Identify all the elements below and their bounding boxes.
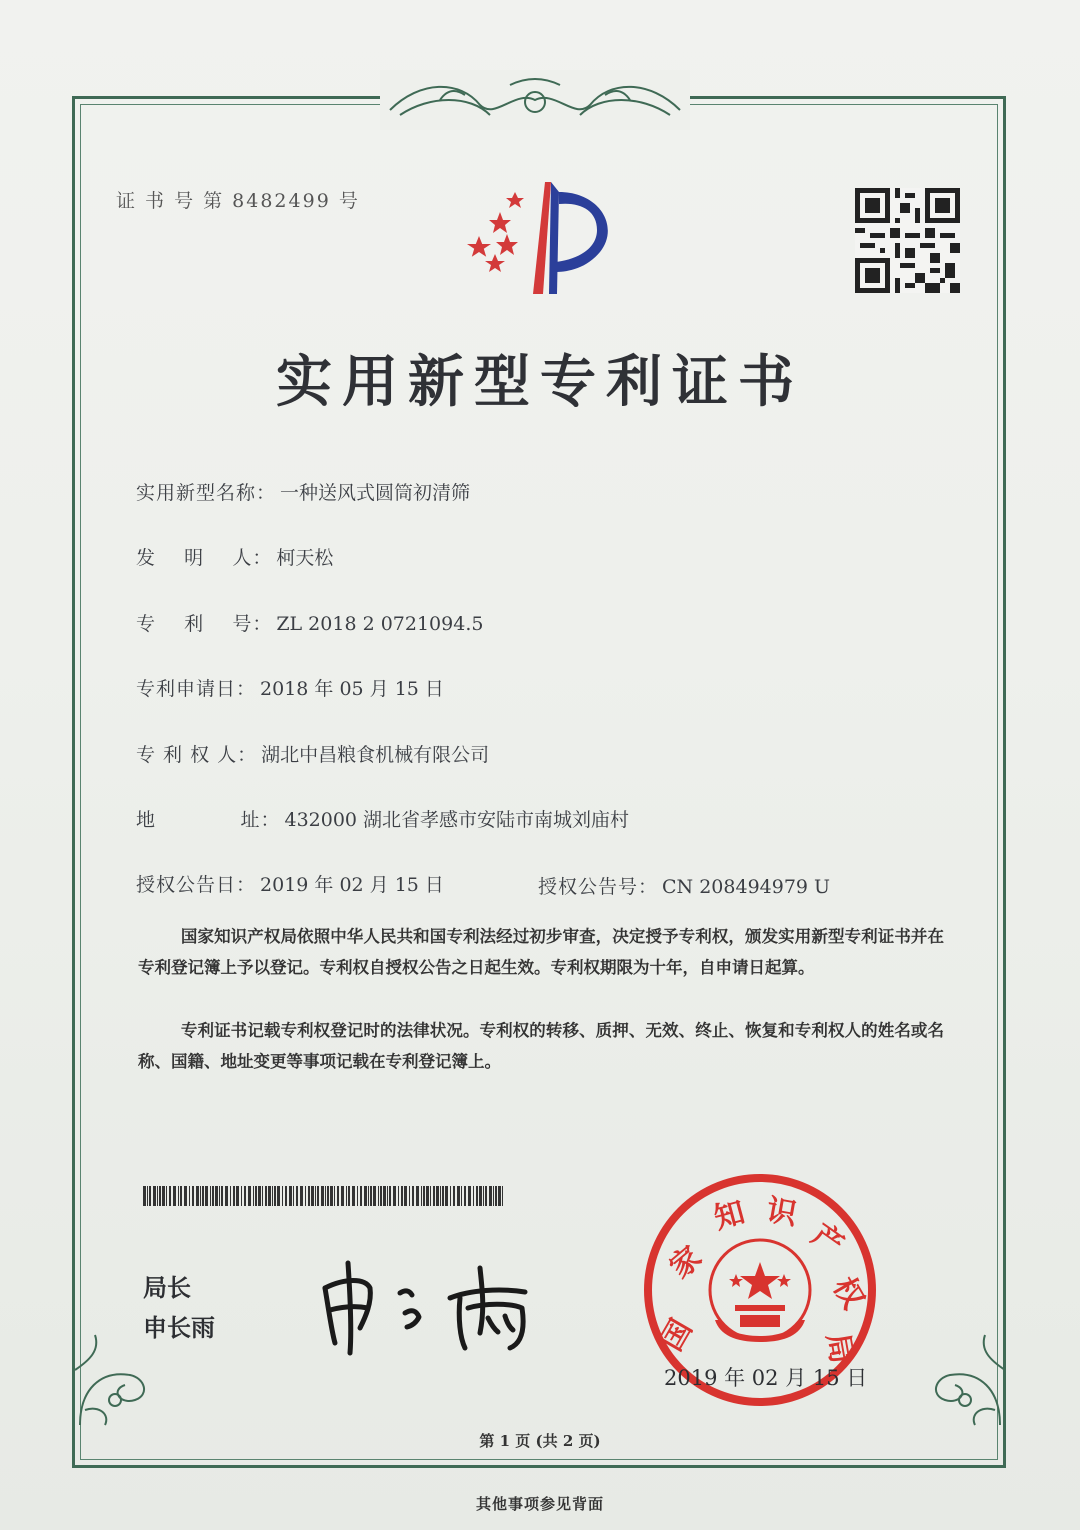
barcode-bar [296, 1186, 298, 1206]
barcode-bar [495, 1186, 497, 1206]
barcode-bar [346, 1186, 347, 1206]
field-label: 专 利 号： [136, 613, 273, 635]
barcode-bar [215, 1186, 218, 1206]
barcode-bar [293, 1186, 294, 1206]
barcode-bar [412, 1186, 414, 1206]
barcode-bar [479, 1186, 482, 1206]
barcode-bar [398, 1186, 399, 1206]
field-value: 432000 湖北省孝感市安陆市南城刘庙村 [284, 809, 630, 831]
barcode-bar [180, 1186, 182, 1206]
barcode-bar [178, 1186, 179, 1206]
barcode-bar [416, 1186, 419, 1206]
svg-text:识: 识 [763, 1192, 800, 1233]
field-label: 授权公告号： [538, 876, 659, 898]
barcode-bar [289, 1186, 292, 1206]
barcode-bar [230, 1186, 231, 1206]
barcode-bar [393, 1186, 396, 1206]
barcode-bar [401, 1186, 403, 1206]
field-label: 地 址： [136, 809, 281, 831]
barcode-bar [485, 1186, 487, 1206]
barcode-bar [153, 1186, 156, 1206]
field-value: 湖北中昌粮食机械有限公司 [261, 744, 490, 766]
barcode-bar [373, 1186, 376, 1206]
barcode-bar [219, 1186, 220, 1206]
page-number: 第 1 页 (共 2 页) [479, 1432, 601, 1450]
field-label: 发 明 人： [136, 547, 273, 569]
barcode-bar [383, 1186, 386, 1206]
field-value: ZL 2018 2 0721094.5 [276, 613, 484, 635]
barcode-bar [200, 1186, 201, 1206]
barcode-bar [233, 1186, 235, 1206]
barcode-bar [442, 1186, 444, 1206]
director-name: 申长雨 [143, 1314, 215, 1342]
barcode-bar [159, 1186, 161, 1206]
barcode-bar [317, 1186, 319, 1206]
barcode-bar [357, 1186, 358, 1206]
svg-text:家: 家 [663, 1239, 709, 1286]
barcode-bar [341, 1186, 344, 1206]
barcode-bar [241, 1186, 242, 1206]
barcode-bar [147, 1186, 148, 1206]
barcode-bar [143, 1186, 146, 1206]
certificate-title: 实用新型专利证书 [276, 349, 804, 415]
barcode-bar [327, 1186, 329, 1206]
barcode-bar [421, 1186, 422, 1206]
barcode-bar [149, 1186, 151, 1206]
barcode-bar [387, 1186, 388, 1206]
barcode-bar [321, 1186, 324, 1206]
barcode-bar [225, 1186, 228, 1206]
barcode-bar [426, 1186, 429, 1206]
svg-text:国: 国 [654, 1313, 700, 1357]
barcode-bar [436, 1186, 439, 1206]
barcode-bar [489, 1186, 492, 1206]
barcode-bar [380, 1186, 382, 1206]
barcode-bar [308, 1186, 310, 1206]
barcode-bar [258, 1186, 261, 1206]
barcode-bar [464, 1186, 466, 1206]
barcode-bar [493, 1186, 494, 1206]
field-value: CN 208494979 U [662, 876, 831, 898]
barcode-bar [184, 1186, 187, 1206]
barcode-bar [450, 1186, 451, 1206]
statement-paragraph-2: 专利证书记载专利权登记时的法律状况。专利权的转移、质押、无效、终止、恢复和专利权人的姓名或名称、国籍、地址变更等事项记载在专利登记簿上。 [138, 1021, 944, 1071]
barcode-bar [282, 1186, 283, 1206]
barcode-bar [262, 1186, 263, 1206]
barcode-bar [248, 1186, 251, 1206]
barcode-icon [143, 1186, 503, 1206]
director-signature-icon [310, 1248, 550, 1358]
barcode-bar [502, 1186, 503, 1206]
barcode-bar [157, 1186, 158, 1206]
patent-number-field [136, 609, 483, 636]
barcode-bar [285, 1186, 287, 1206]
barcode-bar [370, 1186, 372, 1206]
barcode-bar [210, 1186, 211, 1206]
barcode-bar [404, 1186, 407, 1206]
director-title: 局长 [143, 1274, 191, 1302]
application-date-field [136, 674, 444, 701]
barcode-bar [476, 1186, 478, 1206]
barcode-bar [265, 1186, 267, 1206]
grant-publication-number-field [538, 872, 830, 899]
field-value: 2018 年 05 月 15 日 [260, 678, 444, 700]
barcode-bar [473, 1186, 474, 1206]
barcode-bar [337, 1186, 339, 1206]
barcode-bar [378, 1186, 379, 1206]
barcode-bar [364, 1186, 367, 1206]
barcode-bar [162, 1186, 165, 1206]
grant-date-field [136, 870, 444, 897]
barcode-bar [305, 1186, 306, 1206]
barcode-bar [330, 1186, 333, 1206]
barcode-bar [389, 1186, 391, 1206]
svg-text:权: 权 [825, 1271, 871, 1315]
barcode-bar [277, 1186, 280, 1206]
barcode-bar [196, 1186, 199, 1206]
barcode-bar [325, 1186, 326, 1206]
field-label: 专利申请日： [136, 678, 257, 700]
corner-ornament-right-icon [920, 1330, 1010, 1430]
field-label: 专 利 权 人： [136, 744, 258, 766]
barcode-bar [457, 1186, 460, 1206]
svg-text:知: 知 [710, 1195, 749, 1237]
barcode-bar [433, 1186, 435, 1206]
barcode-bar [192, 1186, 194, 1206]
field-value: 柯天松 [276, 547, 334, 569]
footer-note: 其他事项参见背面 [475, 1495, 604, 1513]
barcode-bar [189, 1186, 190, 1206]
barcode-bar [409, 1186, 410, 1206]
barcode-bar [255, 1186, 257, 1206]
utility-model-name-field [136, 478, 470, 505]
svg-text:产: 产 [805, 1217, 850, 1264]
barcode-bar [274, 1186, 276, 1206]
barcode-bar [440, 1186, 441, 1206]
address-field [136, 805, 629, 832]
barcode-bar [244, 1186, 246, 1206]
barcode-bar [368, 1186, 369, 1206]
barcode-bar [453, 1186, 455, 1206]
barcode-bar [468, 1186, 471, 1206]
qr-code-icon [855, 188, 960, 293]
barcode-bar [236, 1186, 239, 1206]
seal-date: 2019 年 02 月 15 日 [664, 1366, 868, 1390]
barcode-bar [334, 1186, 335, 1206]
statement-paragraph-1: 国家知识产权局依照中华人民共和国专利法经过初步审查，决定授予专利权，颁发实用新型专利证书并在专利登记簿上予以登记。专利权自授权公告之日起生效。专利权期限为十年，自申请日起算。 [138, 927, 944, 977]
patentee-field [136, 740, 489, 767]
field-label: 实用新型名称： [136, 482, 277, 504]
barcode-bar [212, 1186, 214, 1206]
barcode-bar [360, 1186, 362, 1206]
field-value: 一种送风式圆筒初清筛 [280, 482, 471, 504]
barcode-bar [430, 1186, 431, 1206]
barcode-bar [202, 1186, 204, 1206]
patent-office-logo [455, 172, 620, 302]
inventor-field [136, 543, 333, 570]
barcode-bar [205, 1186, 208, 1206]
field-label: 授权公告日： [136, 874, 257, 896]
corner-ornament-left-icon [70, 1330, 160, 1430]
barcode-bar [272, 1186, 273, 1206]
barcode-bar [445, 1186, 448, 1206]
barcode-bar [300, 1186, 303, 1206]
barcode-bar [311, 1186, 314, 1206]
barcode-bar [352, 1186, 355, 1206]
certificate-number: 证 书 号 第 8482499 号 [116, 190, 360, 212]
barcode-bar [498, 1186, 501, 1206]
barcode-bar [348, 1186, 350, 1206]
barcode-bar [461, 1186, 462, 1206]
barcode-bar [173, 1186, 176, 1206]
top-ornament-icon [380, 70, 690, 130]
barcode-bar [268, 1186, 271, 1206]
barcode-bar [253, 1186, 254, 1206]
svg-text:局: 局 [819, 1330, 860, 1367]
barcode-bar [483, 1186, 484, 1206]
barcode-bar [315, 1186, 316, 1206]
barcode-bar [423, 1186, 425, 1206]
barcode-bar [166, 1186, 167, 1206]
barcode-bar [221, 1186, 223, 1206]
barcode-bar [169, 1186, 171, 1206]
field-value: 2019 年 02 月 15 日 [260, 874, 444, 896]
